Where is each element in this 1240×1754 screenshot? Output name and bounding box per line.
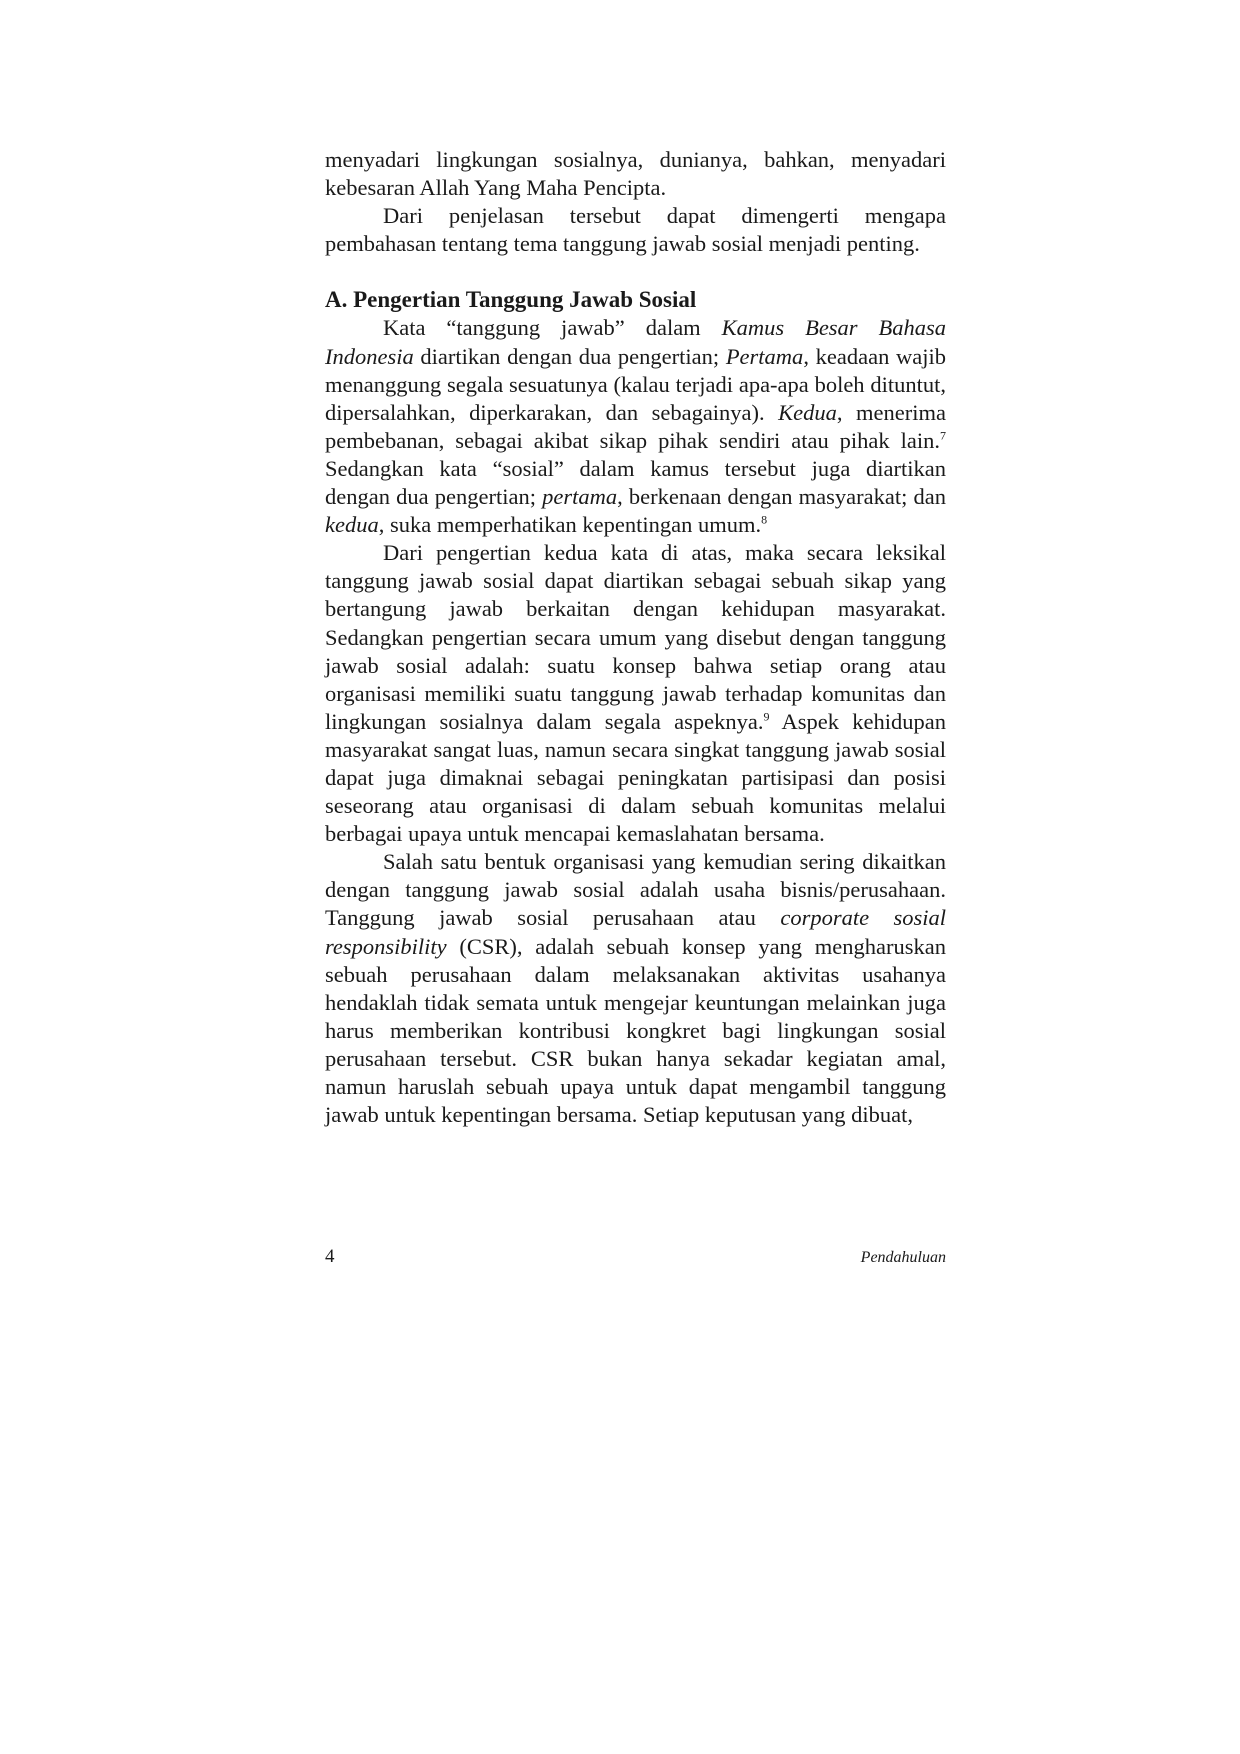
- footnote-ref-8[interactable]: 8: [761, 512, 768, 527]
- text-span: , suka memperhatikan kepentingan umum.: [378, 512, 762, 538]
- paragraph-definition: [325, 314, 946, 539]
- emphasis-second: kedua: [325, 512, 379, 538]
- paragraph-importance: Dari penjelasan tersebut dapat dimengerti mengapa pembahasan tentang tema tanggung jawab sosial menjadi penting.: [325, 203, 946, 257]
- emphasis-first: pertama: [542, 484, 618, 510]
- section-heading: A. Pengertian Tanggung Jawab Sosial: [325, 287, 697, 313]
- text-span: Aspek kehidupan masyarakat sangat luas, namun secara singkat tanggung jawab sosial dapat juga dimaknai sebagai peningkatan partisipasi dan posisi seseorang atau organisasi di dalam sebuah komunitas melalui berbagai upaya untuk mencapai kemaslahatan bersama.: [325, 708, 946, 847]
- text-span: diartikan dengan dua pengertian;: [413, 343, 726, 369]
- footnote-ref-9[interactable]: 9: [763, 709, 770, 724]
- text-span: , keadaan wajib menanggung segala sesuatunya (kalau terjadi apa-apa boleh dituntut, dipersalahkan, diperkarakan, dan sebagainya).: [325, 343, 946, 425]
- csr-term: corporate sosial responsibility: [325, 905, 946, 959]
- text-span: Salah satu bentuk organisasi yang kemudian sering dikaitkan dengan tanggung jawab sosial adalah usaha bisnis/perusahaan. Tanggung jawab sosial perusahaan atau: [325, 849, 946, 931]
- page-number: 4: [325, 1246, 335, 1267]
- paragraph-lexical: [325, 539, 946, 848]
- body-text: [325, 146, 946, 1129]
- running-footer-title: Pendahuluan: [860, 1249, 946, 1266]
- emphasis-second: Kedua: [778, 399, 837, 425]
- text-span: (CSR), adalah sebuah konsep yang mengharuskan sebuah perusahaan dalam melaksanakan aktivitas usahanya hendaklah tidak semata untuk mengejar keuntungan melainkan juga harus memberikan kontribusi kongkret bagi lingkungan sosial perusahaan tersebut. CSR bukan hanya sekadar kegiatan amal, namun haruslah sebuah upaya untuk dapat mengambil tanggung jawab untuk kepentingan bersama. Setiap keputusan yang dibuat,: [325, 933, 946, 1128]
- text-span: Dari pengertian kedua kata di atas, maka secara leksikal tanggung jawab sosial dapat diartikan sebagai sebuah sikap yang bertangung jawab berkaitan dengan kehidupan masyarakat. Sedangkan pengertian secara umum yang disebut dengan tanggung jawab sosial adalah: suatu konsep bahwa setiap orang atau organisasi memiliki suatu tanggung jawab terhadap komunitas dan lingkungan sosialnya dalam segala aspeknya.: [325, 540, 946, 734]
- emphasis-first: Pertama: [725, 343, 804, 369]
- text-span: Sedangkan kata “sosial” dalam kamus tersebut juga diartikan dengan dua pengertian;: [325, 455, 946, 510]
- paragraph-csr: [325, 848, 946, 1129]
- text-span: , berkenaan dengan masyarakat; dan: [617, 484, 946, 510]
- paragraph-continuation: menyadari lingkungan sosialnya, dunianya, bahkan, menyadari kebesaran Allah Yang Maha Pencipta.: [325, 147, 946, 201]
- dictionary-title: Kamus Besar Bahasa Indonesia: [325, 315, 946, 369]
- text-span: , menerima pembebanan, sebagai akibat sikap pihak sendiri atau pihak lain.: [325, 399, 946, 453]
- text-span: Kata “tanggung jawab” dalam: [383, 315, 722, 341]
- footnote-ref-7[interactable]: 7: [940, 428, 946, 443]
